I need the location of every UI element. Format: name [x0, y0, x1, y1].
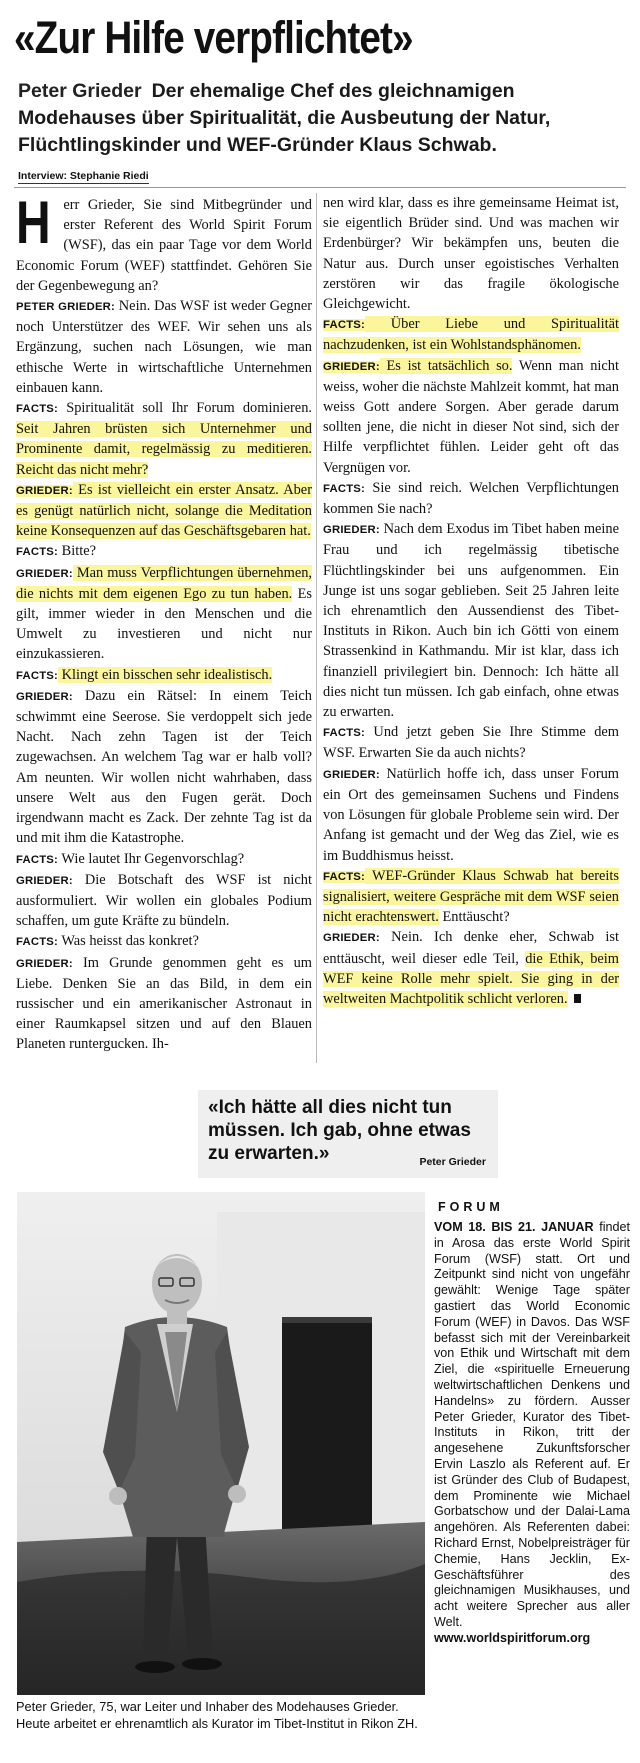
paragraph — [323, 866, 619, 928]
forum-title: FORUM — [438, 1200, 504, 1214]
paragraph — [16, 480, 312, 542]
speaker-label: GRIEDER: — [323, 524, 380, 537]
paragraph — [323, 314, 619, 355]
speaker-label: GRIEDER: — [323, 360, 380, 373]
paragraph — [323, 478, 619, 519]
speaker-label: FACTS: — [16, 936, 58, 949]
portrait-illustration — [17, 1192, 425, 1695]
paragraph — [16, 296, 312, 398]
speaker-label: FACTS: — [16, 853, 58, 866]
highlighted-text: die Ethik, beim WEF keine Rolle mehr spielt. Sie ging in der weltweiten Machtpolitik schlicht verloren. — [323, 950, 619, 1007]
highlighted-text: Über Liebe und Spiritualität nachzudenken, ist ein Wohlstandsphänomen. — [323, 316, 619, 354]
paragraph — [323, 722, 619, 763]
question-text: Was heisst das konkret? — [58, 933, 199, 950]
speaker-label: GRIEDER: — [323, 932, 380, 945]
forum-url-link[interactable]: www.worldspiritforum.org — [434, 1630, 591, 1645]
answer-text: Wenn man nicht weiss, woher die nächste Mahlzeit kommt, hat man weiss Gott andere Sorgen. Aber gerade darum sollten jene, die nicht in dieser Not sind, sich der Hilfe verpflichtet fühlen. Leider geht oft das Vergnügen vor. — [323, 357, 619, 476]
paragraph — [16, 686, 312, 849]
question-text: err Grieder, Sie sind Mitbegründer und erster Referent des World Spirit Forum (WSF), das ein paar Tage vor dem World Economic Forum (WEF) stattfindet. Gehören Sie der Gegenbewegung an? — [16, 197, 312, 294]
answer-text: nen wird klar, dass es ihre gemeinsame Heimat ist, sie eigentlich Brüder sind. Und was machen wir Erdenbürger? Wir bekämpfen uns, beuten die Natur aus. Durch unser egoistisches Verhalten zerstören wir das fragile ökologische Gleichgewicht. — [323, 195, 619, 313]
paragraph — [323, 193, 619, 314]
lead-text: Der ehemalige Chef des gleichnamigen Modehauses über Spiritualität, die Ausbeutung der Natur, Flüchtlingskinder und WEF-Gründer Klaus Schwab. — [18, 80, 551, 156]
portrait-photo — [17, 1192, 425, 1695]
paragraph — [16, 563, 312, 665]
highlighted-text: Reicht das nicht mehr? — [16, 461, 149, 478]
paragraph — [323, 764, 619, 866]
speaker-label: GRIEDER: — [16, 567, 73, 580]
drop-cap: H — [16, 189, 51, 256]
speaker-label: FACTS: — [16, 403, 58, 416]
speaker-label: FACTS: — [323, 319, 365, 332]
answer-text: Dazu ein Rätsel: In einem Teich schwimmt eine Seerose. Sie verdoppelt sich jede Nacht. Nach zehn Tagen ist der Teich zugewachsen. An welchem Tag war er halb voll? Am neunten. Wir wollen nicht wahrhaben, dass unsere Welt aus den Fugen gerät. Doch irgendwann macht es Zack. Der zehnte Tag ist da und mit ihm die Katastrophe. — [16, 687, 312, 847]
lead — [18, 78, 630, 159]
column-right — [323, 193, 619, 1009]
paragraph — [16, 953, 312, 1055]
highlighted-text: Man muss Verpflichtungen übernehmen, die nichts mit dem eigenen Ego zu tun haben. — [16, 564, 312, 602]
speaker-label: FACTS: — [323, 727, 365, 740]
speaker-label: GRIEDER: — [16, 690, 73, 703]
answer-text: Es gilt, immer wieder in den Menschen und die Umwelt zu investieren und nicht nur einzukassieren. — [16, 585, 312, 663]
question-text: Enttäuscht? — [438, 909, 510, 926]
answer-text: Nein. Das WSF ist weder Gegner noch Unterstützer des WEF. Wir sehen uns als Ergänzung, suchen nach Lösungen, wie man ethische Werte in wirtschaftliche Unternehmen einbauen kann. — [16, 298, 313, 396]
end-mark — [574, 994, 581, 1003]
paragraph — [323, 356, 619, 478]
question-text: Sie sind reich. Welchen Verpflichtungen kommen Sie nach? — [323, 479, 619, 518]
headline: «Zur Hilfe verpflichtet» — [14, 12, 413, 63]
speaker-label: FACTS: — [323, 482, 365, 495]
paragraph — [323, 519, 619, 722]
answer-text: Nach dem Exodus im Tibet haben meine Frau und ich regelmässig tibetische Flüchtlingskinder bei uns aufgenommen. Ein Junge ist uns sogar geblieben. Seit 25 Jahren leite ich ehrenamtlich den Aussendienst des Tibet-Instituts in Rikon. Auch bin ich Götti von einem Strassenkind in Kathmandu. Mir ist klar, dass ich finanziell privilegiert bin. Dennoch: Ich hätte all dies nicht tun müssen. Ich gab einfach, ohne etwas zu erwarten. — [323, 521, 619, 721]
answer-text: Nein. Ich denke eher, Schwab ist enttäuscht, weil dieser edle Teil, — [323, 929, 619, 967]
photo-caption: Peter Grieder, 75, war Leiter und Inhaber des Modehauses Grieder. Heute arbeitet er ehrenamtlich als Kurator im Tibet-Institut in Rikon ZH. — [16, 1699, 418, 1731]
forum-text: findet in Arosa das erste World Spirit Forum (WSF) statt. Ort und Zeitpunkt sind nicht von ungefähr gewählt: Wenige Tage später gastiert das World Economic Forum (WEF) in Davos. Das WSF befasst sich mit der Vereinbarkeit von Ethik und Wirtschaft mit dem Ziel, die «spirituelle Erneuerung weltwirtschaftlichen Denkens und Handelns» zu fördern. Ausser Peter Grieder, Kurator des Tibet-Instituts in Rikon, tritt der angesehene Zukunftsforscher Ervin Laszlo als Referent auf. Er ist Gründer des Club of Budapest, dem Prominente wie Michael Gorbatschow und der Dalai-Lama angehören. Als Referenten dabei: Richard Ernst, Nobelpreisträger für Chemie, Hans Jecklin, Ex-Geschäftsführer des gleichnamigen Musikhauses, und acht weitere Sprecher aus aller Welt. — [434, 1220, 631, 1629]
answer-text: Natürlich hoffe ich, dass unser Forum ein Ort des gemeinsamen Suchens und Findens von Lösungen für globale Probleme sein wird. Der Anfang ist gemacht und der Weg das Ziel, wie es im Buddhismus heisst. — [323, 765, 619, 864]
speaker-label: GRIEDER: — [16, 484, 73, 497]
question-text: Spiritualität soll Ihr Forum dominieren. — [58, 400, 312, 417]
speaker-label: FACTS: — [16, 669, 58, 682]
highlighted-text: Es ist tatsächlich so. — [379, 357, 513, 374]
paragraph — [16, 849, 312, 870]
speaker-label: PETER GRIEDER: — [16, 301, 116, 314]
question-text: Und jetzt geben Sie Ihre Stimme dem WSF. Erwarten Sie da auch nichts? — [323, 724, 619, 762]
speaker-label: GRIEDER: — [16, 874, 73, 887]
paragraph — [16, 665, 312, 686]
highlighted-text: WEF-Gründer Klaus Schwab hat bereits signalisiert, weitere Gespräche mit dem WSF seien nicht erachtenswert. — [323, 867, 619, 926]
highlighted-text: Seit Jahren brüsten sich Unternehmer und Prominente damit, regelmässig zu meditieren. — [16, 421, 312, 458]
forum-box — [430, 1200, 630, 1647]
paragraph — [16, 398, 312, 480]
pull-quote — [198, 1090, 498, 1178]
highlighted-text: Klingt ein bisschen sehr idealistisch. — [58, 666, 273, 683]
question-text: Wie lautet Ihr Gegenvorschlag? — [58, 850, 245, 867]
divider — [14, 187, 626, 188]
paragraph — [16, 541, 312, 562]
answer-text: Die Botschaft des WSF ist nicht ausformuliert. Wir wollen ein globales Podium schaffen, um gute Kräfte zu bündeln. — [16, 871, 312, 930]
speaker-label: GRIEDER: — [16, 957, 73, 970]
answer-text: Im Grunde genommen geht es um Liebe. Denken Sie an das Bild, in dem ein russischer und ein amerikanischer Astronaut in einer Raumkapsel sitzen und auf den Blauen Planeten runtergucken. Ih- — [16, 954, 312, 1053]
speaker-label: FACTS: — [16, 546, 58, 559]
paragraph — [16, 931, 312, 952]
pull-quote-source: Peter Grieder — [419, 1156, 486, 1168]
forum-date: VOM 18. BIS 21. JANUAR — [434, 1220, 594, 1234]
question-text: Bitte? — [58, 543, 96, 560]
speaker-label: FACTS: — [323, 870, 365, 883]
forum-body — [430, 1220, 630, 1647]
column-left — [16, 189, 313, 1055]
lead-name: Peter Grieder — [18, 80, 142, 102]
paragraph — [16, 870, 312, 932]
paragraph — [16, 189, 312, 296]
paragraph — [323, 927, 619, 1009]
pull-quote-text: «Ich hätte all dies nicht tun müssen. Ich gab, ohne etwas zu erwarten.» — [208, 1097, 471, 1164]
column-divider — [316, 193, 317, 1063]
speaker-label: GRIEDER: — [323, 768, 380, 781]
byline: Interview: Stephanie Riedi — [18, 170, 149, 182]
highlighted-text: Es ist vielleicht ein erster Ansatz. Aber es genügt natürlich nicht, solange die Meditation keine Konsequenzen auf das Geschäftsgebaren hat. — [16, 481, 312, 540]
